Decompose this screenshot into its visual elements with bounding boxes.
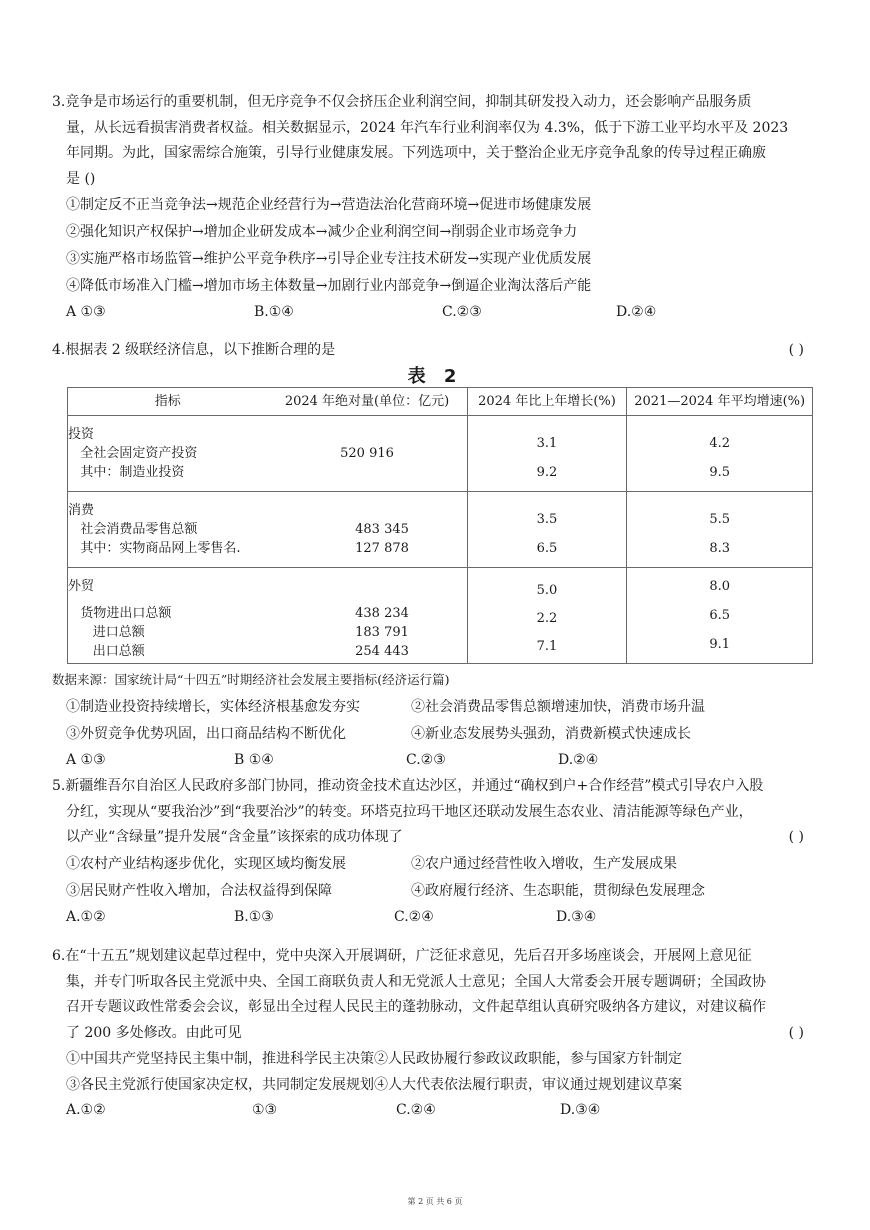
q3-choice-d[interactable]: D.②④: [616, 304, 657, 320]
q4-choice-b[interactable]: B ①④: [234, 752, 274, 768]
q6-stem-line: 召开专题议政性常委会会议，彰显出全过程人民民主的蓬勃脉动，文件起草组认真研究吸纳各方建议，对建议稿作: [66, 999, 766, 1015]
q4-item-3: ③外贸竞争优势巩固，出口商品结构不断优化: [66, 726, 346, 742]
consumption-absolute: [267, 492, 467, 568]
cell-value: 6.5: [709, 608, 730, 623]
q3-choice-b[interactable]: B.①④: [254, 304, 294, 320]
stats-table: [67, 387, 813, 664]
q5-item-4: ④政府履行经济、生态职能，贯彻绿色发展理念: [411, 882, 705, 899]
row-label: 消费: [68, 503, 95, 518]
question-6: [52, 944, 822, 1122]
q5-item-2: ②农户通过经营性收入增收，生产发展成果: [411, 855, 677, 872]
cell-value: 483 345: [355, 522, 409, 537]
q3-item-4: ④降低市场准入门槛→增加市场主体数量→加剧行业内部竞争→倒逼企业淘汰落后产能: [66, 278, 592, 294]
table-row-consumption: [68, 492, 813, 568]
q6-stem-line: [52, 1021, 822, 1047]
question-4-stem: [52, 338, 822, 364]
question-3: [52, 90, 822, 324]
cell-value: 7.1: [536, 639, 558, 654]
q6-item-3: ③各民主党派行使国家决定权，共同制定发展规划: [66, 1077, 374, 1093]
q4-item-2: ②社会消费品零售总额增速加快，消费市场升温: [411, 699, 705, 715]
row-label: 货物进出口总额: [68, 606, 172, 621]
trade-labels: [68, 568, 268, 664]
q6-item-2: ②人民政协履行参政议政职能，参与国家方针制定: [374, 1051, 682, 1067]
q5-choice-a[interactable]: A.①②: [66, 908, 106, 925]
q4-choice-c[interactable]: C.②③: [406, 752, 446, 768]
q5-choice-b[interactable]: B.①③: [234, 908, 274, 925]
consumption-average: [627, 492, 813, 568]
table-row-investment: [68, 416, 813, 492]
cell-value: [297, 596, 466, 604]
page-footer: 第 2 页 共 6 页: [407, 1197, 463, 1206]
q5-item-3: ③居民财产性收入增加，合法权益得到保障: [66, 882, 332, 899]
q6-item-1: ①中国共产党坚持民主集中制，推进科学民主决策: [66, 1051, 374, 1067]
cell-value: 254 443: [355, 644, 409, 659]
q6-stem-line: 6.在“十五五”规划建议起草过程中，党中央深入开展调研，广泛征求意见，先后召开多场座谈会，开展网上意见征: [52, 948, 752, 964]
q6-answer-bracket: ( ): [788, 1024, 804, 1041]
q3-choices: [52, 300, 822, 324]
q4-stem: 4.根据表 2 级联经济信息，以下推断合理的是: [52, 342, 336, 358]
investment-labels: [68, 416, 268, 492]
row-label: 外贸: [68, 579, 95, 594]
row-label: 出口总额: [68, 644, 145, 659]
investment-absolute: [267, 416, 467, 492]
q6-choice-d[interactable]: D.③④: [560, 1102, 601, 1118]
cell-value: 9.1: [709, 637, 730, 652]
q5-items-row-1: [52, 851, 822, 878]
cell-value: 5.5: [709, 512, 730, 527]
row-label: 其中：制造业投资: [68, 465, 185, 480]
q3-item-2: ②强化知识产权保护→增加企业研发成本→减少企业利润空间→削弱企业市场竞争力: [66, 224, 578, 240]
table-header-absolute: 2024 年绝对量(单位：亿元): [267, 388, 467, 416]
cell-value: 5.0: [536, 583, 558, 598]
cell-value: [297, 501, 466, 520]
q6-item-4: ④人大代表依法履行职责，审议通过规划建议草案: [374, 1077, 682, 1093]
q4-choice-d[interactable]: D.②④: [558, 752, 599, 768]
row-label: 进口总额: [68, 625, 145, 640]
question-4-options: [52, 694, 822, 772]
cell-value: 9.5: [709, 465, 730, 480]
q5-stem-text: 以产业“含绿量”提升发展“含金量”该探索的成功体现了: [66, 829, 403, 845]
table-header-row: [68, 388, 813, 416]
q4-choices: [52, 748, 822, 772]
question-5: [52, 774, 822, 929]
row-label: 其中：实物商品网上零售名.: [68, 541, 241, 556]
trade-absolute: [267, 568, 467, 664]
q4-item-1: ①制造业投资持续增长，实体经济根基愈发夯实: [66, 699, 360, 715]
cell-value: 127 878: [355, 541, 409, 556]
q4-items-row-2: [52, 721, 822, 748]
q4-answer-bracket: ( ): [788, 342, 804, 358]
trade-average: [627, 568, 813, 664]
cell-value: 9.2: [536, 465, 558, 480]
cell-value: 6.5: [536, 541, 558, 556]
q3-stem-line: 是 (): [66, 170, 96, 187]
q4-items-row-1: [52, 694, 822, 721]
q5-items-row-2: [52, 878, 822, 905]
q5-choice-d[interactable]: D.③④: [556, 908, 597, 925]
q6-choice-a[interactable]: A.①②: [66, 1102, 106, 1118]
table-row-trade: [68, 568, 813, 664]
q3-stem-line: 量，从长远看损害消费者权益。相关数据显示，2024 年汽车行业利润率仅为 4.3%，低于下游工业平均水平及 2023: [66, 119, 789, 136]
q6-items-row-2: [52, 1072, 822, 1098]
consumption-growth: [467, 492, 627, 568]
cell-value: [267, 463, 466, 482]
q3-stem-line: 年同期。为此，国家需综合施策，引导行业健康发展。下列选项中，关于整治企业无序竞争乱象的传导过程正确廒: [66, 145, 766, 161]
q4-choice-a[interactable]: A ①③: [66, 752, 106, 768]
q3-choice-c[interactable]: C.②③: [442, 304, 482, 320]
q5-choices: [52, 905, 822, 929]
cell-value: 8.3: [709, 541, 730, 556]
cell-value: [267, 425, 466, 444]
q3-item-1: ①制定反不正当竞争法→规范企业经营行为→营造法治化营商环境→促进市场健康发展: [66, 197, 592, 213]
cell-value: 520 916: [340, 446, 394, 461]
q5-stem-line: 5.新疆维吾尔自治区人民政府多部门协同，推动资金技术直达沙区，并通过“确权到户+合作经营”模式引导农户入股: [52, 778, 764, 794]
q6-choice-c[interactable]: C.②④: [396, 1102, 436, 1118]
cell-value: 183 791: [355, 625, 409, 640]
row-label: 全社会固定资产投资: [68, 446, 198, 461]
cell-value: 3.5: [536, 512, 558, 527]
row-label: 社会消费品零售总额: [68, 522, 198, 537]
q3-choice-a[interactable]: A ①③: [66, 304, 106, 320]
cell-value: [297, 577, 466, 596]
q3-item-3: ③实施严格市场监管→维护公平竞争秩序→引导企业专注技术研发→实现产业优质发展: [66, 251, 592, 267]
cell-value: 3.1: [536, 436, 558, 451]
q6-stem-text: 了 200 多处修改。由此可见: [66, 1024, 242, 1041]
q3-stem-line: 3.竞争是市场运行的重要机制，但无序竞争不仅会挤压企业利润空间，抑制其研发投入动力，还会影响产品服务质: [52, 94, 752, 110]
q6-choice-b[interactable]: ①③: [252, 1102, 278, 1118]
trade-growth: [467, 568, 627, 664]
table-header-average: 2021—2024 年平均增速(%): [627, 388, 813, 416]
investment-average: [627, 416, 813, 492]
table-title: 表 2: [407, 366, 463, 387]
q6-stem-line: 集，并专门听取各民主党派中央、全国工商联负责人和无党派人士意见；全国人大常委会开展专题调研；全国政协: [66, 973, 766, 990]
q5-item-1: ①农村产业结构逐步优化，实现区域均衡发展: [66, 855, 346, 872]
table-source-note: 数据来源：国家统计局“十四五”时期经济社会发展主要指标(经济运行篇): [52, 672, 450, 687]
q5-stem-line: 分红，实现从“要我治沙”到“我要治沙”的转变。环塔克拉玛干地区还联动发展生态农业、清洁能源等绿色产业，: [66, 803, 753, 820]
q5-stem-line: [52, 825, 822, 851]
table-header-growth: 2024 年比上年增长(%): [467, 388, 627, 416]
cell-value: 4.2: [709, 436, 730, 451]
q5-answer-bracket: ( ): [788, 829, 804, 845]
cell-value: 8.0: [709, 579, 730, 594]
consumption-labels: [68, 492, 268, 568]
row-label: [68, 596, 267, 604]
q6-choices: [52, 1098, 822, 1122]
q4-item-4: ④新业态发展势头强劲，消费新模式快速成长: [411, 726, 691, 742]
row-label: 投资: [68, 427, 95, 442]
table-header-indicator: 指标: [68, 388, 268, 416]
cell-value: 2.2: [536, 611, 558, 626]
q5-choice-c[interactable]: C.②④: [394, 908, 434, 925]
q6-items-row-1: [52, 1046, 822, 1072]
cell-value: 438 234: [355, 606, 409, 621]
investment-growth: [467, 416, 627, 492]
